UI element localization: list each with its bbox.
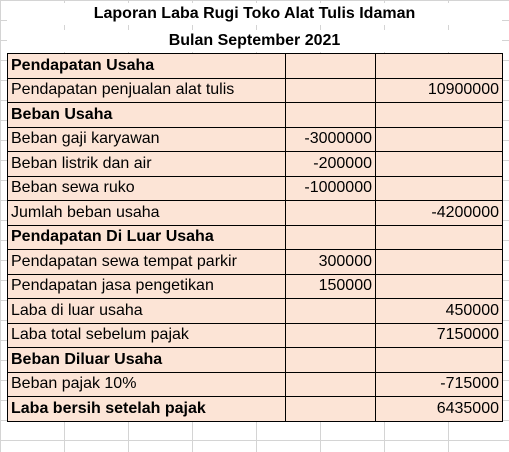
detail-amount-cell[interactable]: 300000 xyxy=(286,250,376,275)
table-row xyxy=(8,250,503,275)
detail-amount-cell[interactable]: -3000000 xyxy=(286,127,376,152)
table-row xyxy=(8,54,503,79)
row-label-cell[interactable]: Jumlah beban usaha xyxy=(8,201,286,226)
total-amount-cell[interactable]: 450000 xyxy=(376,299,503,324)
total-amount-cell[interactable] xyxy=(376,250,503,275)
total-amount-cell[interactable] xyxy=(376,152,503,177)
row-label-cell[interactable]: Beban Usaha xyxy=(8,103,286,128)
detail-amount-cell[interactable] xyxy=(286,54,376,79)
table-row xyxy=(8,103,503,128)
total-amount-cell[interactable] xyxy=(376,348,503,373)
table-row xyxy=(8,397,503,422)
row-label-cell[interactable]: Beban Diluar Usaha xyxy=(8,348,286,373)
table-row xyxy=(8,201,503,226)
total-amount-cell[interactable] xyxy=(376,54,503,79)
table-row xyxy=(8,152,503,177)
detail-amount-cell[interactable]: 150000 xyxy=(286,274,376,299)
detail-amount-cell[interactable] xyxy=(286,103,376,128)
row-label-cell[interactable]: Pendapatan sewa tempat parkir xyxy=(8,250,286,275)
detail-amount-cell[interactable] xyxy=(286,348,376,373)
row-label-cell[interactable]: Pendapatan jasa pengetikan xyxy=(8,274,286,299)
table-row xyxy=(8,176,503,201)
row-label-cell[interactable]: Beban sewa ruko xyxy=(8,176,286,201)
detail-amount-cell[interactable] xyxy=(286,78,376,103)
income-statement-table xyxy=(7,53,503,422)
report-period[interactable]: Bulan September 2021 xyxy=(7,30,502,52)
table-row xyxy=(8,348,503,373)
report-title[interactable]: Laporan Laba Rugi Toko Alat Tulis Idaman xyxy=(7,3,502,25)
row-label-cell[interactable]: Pendapatan penjualan alat tulis xyxy=(8,78,286,103)
total-amount-cell[interactable]: 7150000 xyxy=(376,323,503,348)
detail-amount-cell[interactable] xyxy=(286,397,376,422)
table-row xyxy=(8,372,503,397)
detail-amount-cell[interactable] xyxy=(286,201,376,226)
row-label-cell[interactable]: Beban gaji karyawan xyxy=(8,127,286,152)
total-amount-cell[interactable] xyxy=(376,103,503,128)
row-label-cell[interactable]: Laba total sebelum pajak xyxy=(8,323,286,348)
total-amount-cell[interactable]: -4200000 xyxy=(376,201,503,226)
total-amount-cell[interactable] xyxy=(376,225,503,250)
row-label-cell[interactable]: Laba bersih setelah pajak xyxy=(8,397,286,422)
total-amount-cell[interactable]: 6435000 xyxy=(376,397,503,422)
table-row xyxy=(8,274,503,299)
total-amount-cell[interactable] xyxy=(376,127,503,152)
table-row xyxy=(8,323,503,348)
detail-amount-cell[interactable] xyxy=(286,299,376,324)
total-amount-cell[interactable] xyxy=(376,176,503,201)
row-label-cell[interactable]: Beban listrik dan air xyxy=(8,152,286,177)
detail-amount-cell[interactable]: -1000000 xyxy=(286,176,376,201)
total-amount-cell[interactable]: -715000 xyxy=(376,372,503,397)
total-amount-cell[interactable]: 10900000 xyxy=(376,78,503,103)
table-row xyxy=(8,78,503,103)
detail-amount-cell[interactable] xyxy=(286,225,376,250)
detail-amount-cell[interactable]: -200000 xyxy=(286,152,376,177)
detail-amount-cell[interactable] xyxy=(286,323,376,348)
row-label-cell[interactable]: Laba di luar usaha xyxy=(8,299,286,324)
row-label-cell[interactable]: Beban pajak 10% xyxy=(8,372,286,397)
table-row xyxy=(8,225,503,250)
row-label-cell[interactable]: Pendapatan Di Luar Usaha xyxy=(8,225,286,250)
row-label-cell[interactable]: Pendapatan Usaha xyxy=(8,54,286,79)
detail-amount-cell[interactable] xyxy=(286,372,376,397)
table-row xyxy=(8,299,503,324)
table-row xyxy=(8,127,503,152)
total-amount-cell[interactable] xyxy=(376,274,503,299)
